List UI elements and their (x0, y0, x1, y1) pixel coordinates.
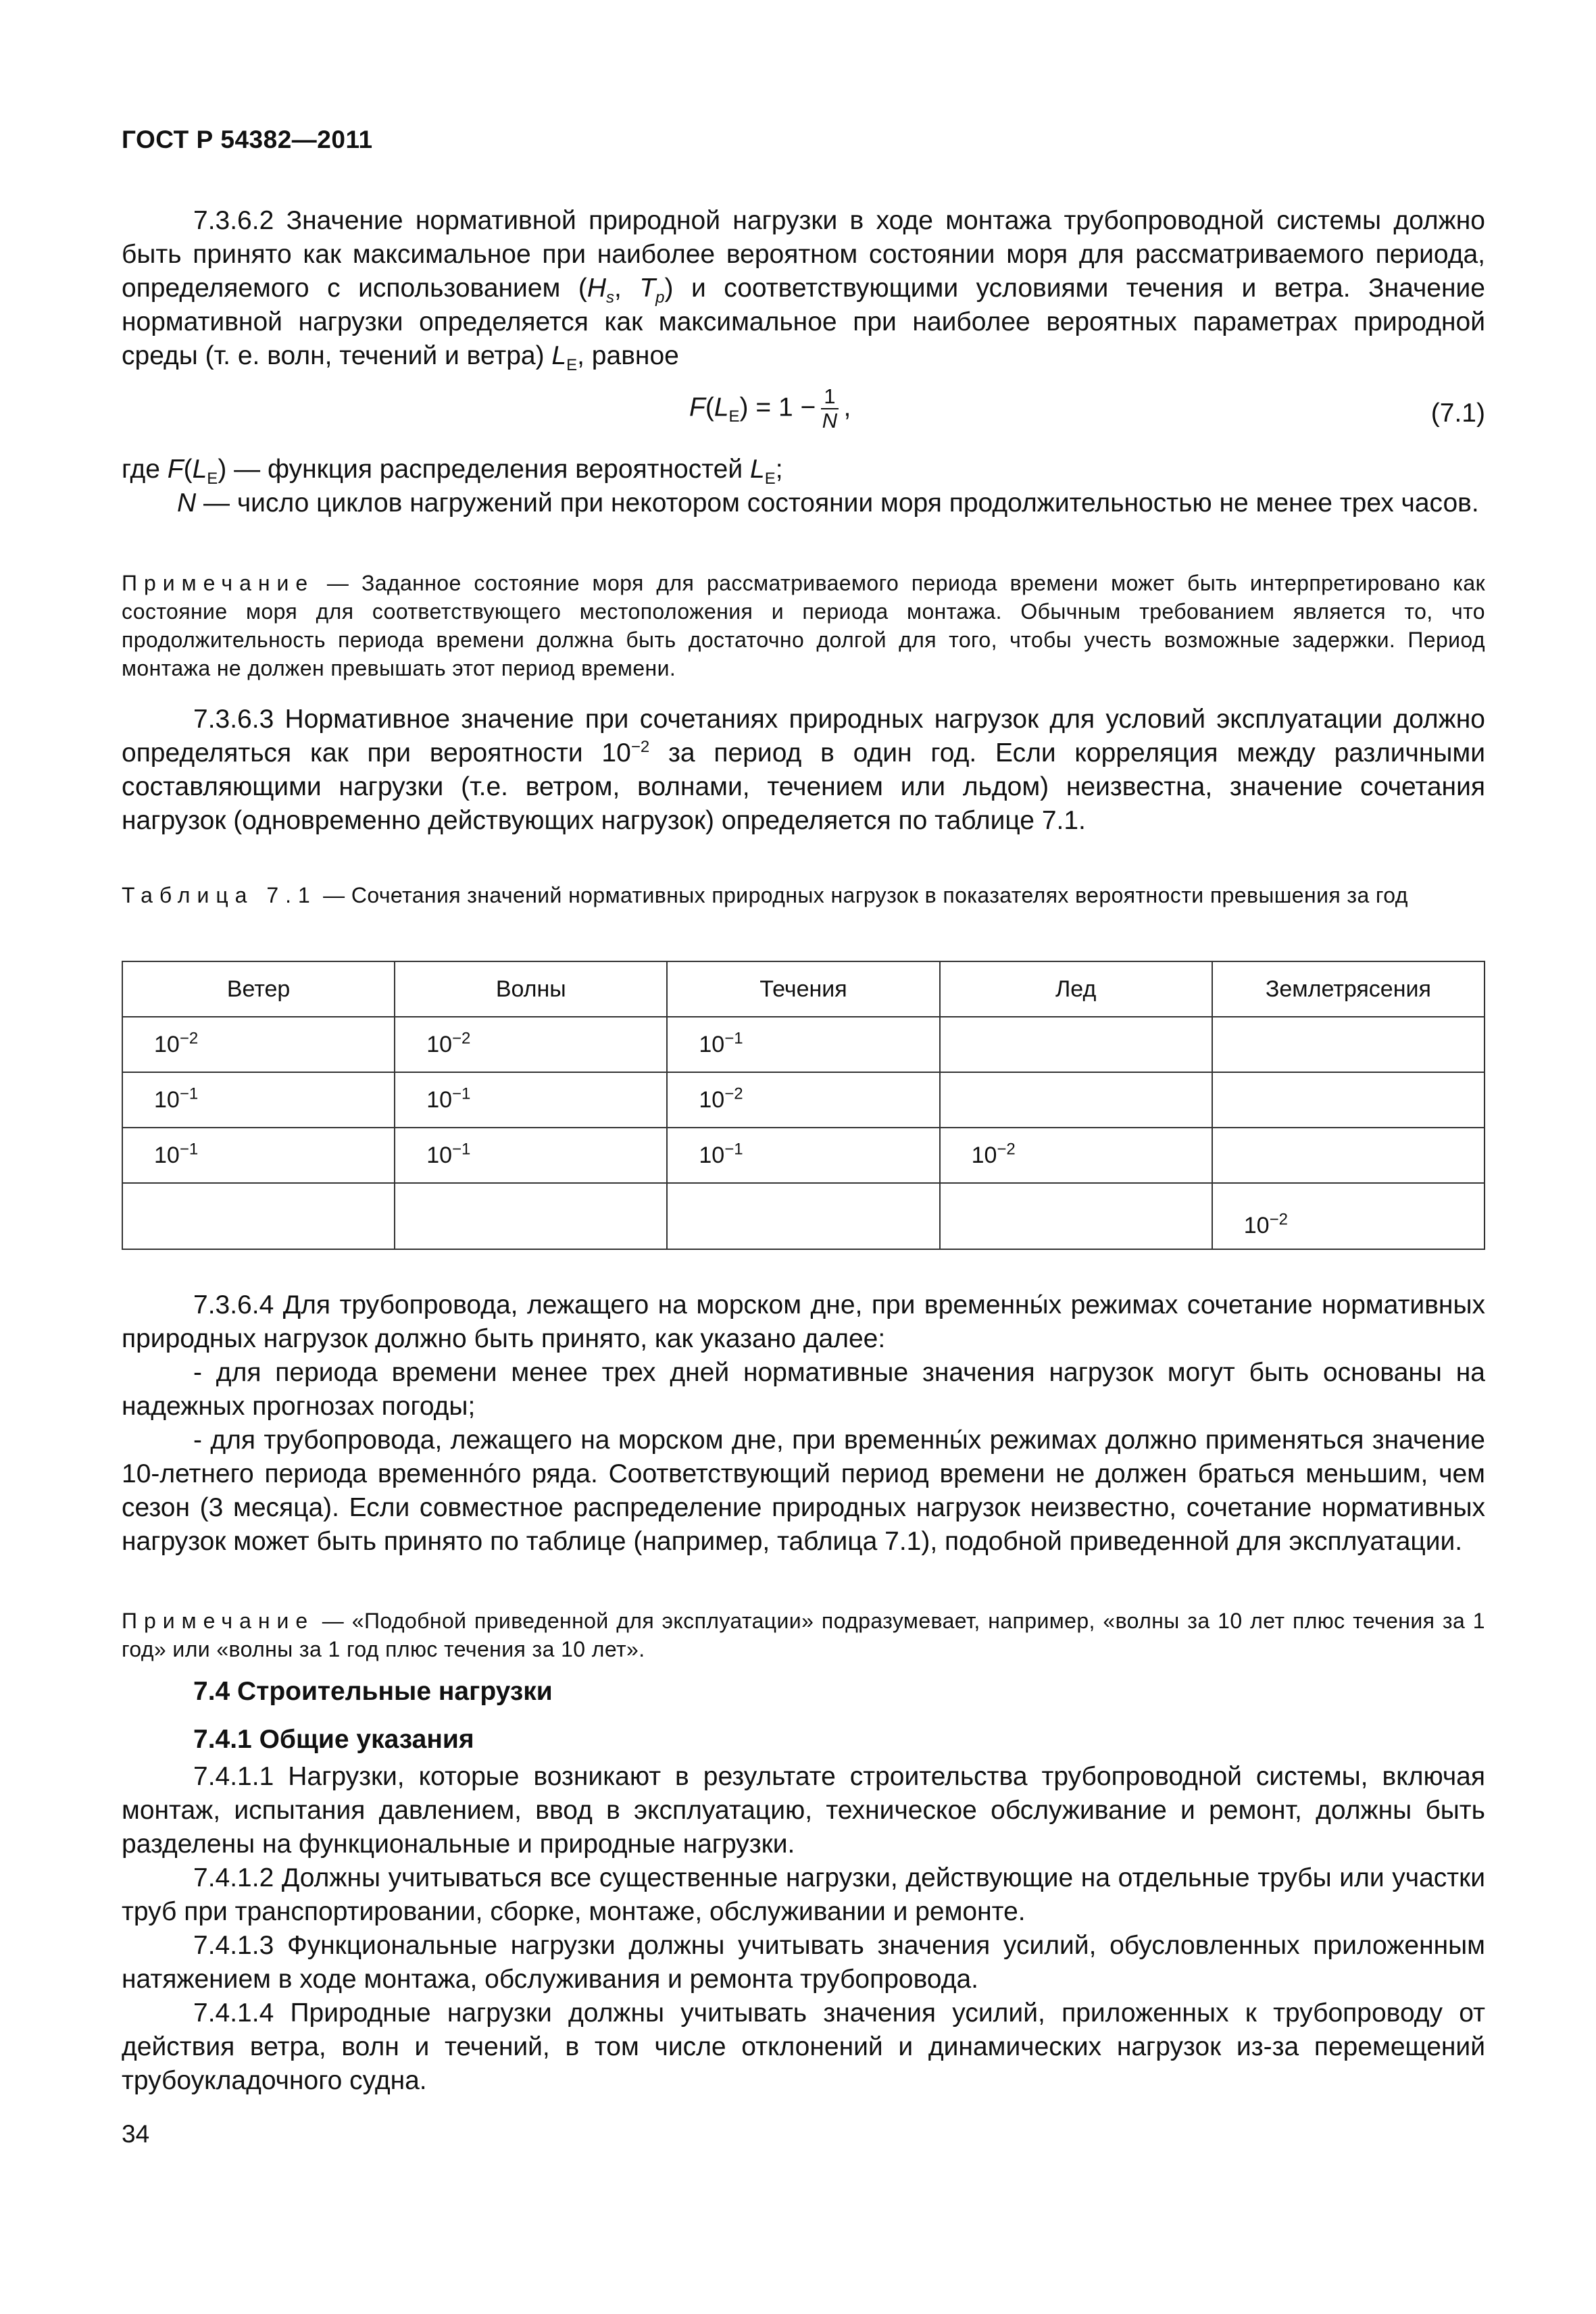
table-row (122, 1072, 1485, 1128)
table-header-cell: Ветер (122, 961, 395, 1017)
table-cell: $10^{-2}$ (940, 1128, 1212, 1183)
document-header: ГОСТ Р 54382—2011 (122, 126, 373, 153)
table-cell: $10^{-1}$ (395, 1128, 667, 1183)
formula-explanation (122, 453, 1485, 520)
paragraph-7-3-6-2: 7.3.6.2 Значение нормативной природной нагрузки в ходе монтажа трубопроводной системы должно быть принято как максимальное при наиболее вероятном состоянии моря для рассматриваемого периода, определяемого с использованием ($H_s$, $T_p$) и соответствующими условиями течения и ветра. Значение нормативной нагрузки определяется как максимальное при наиболее вероятных параметрах природной среды (т. е. волн, течений и ветра) $L_E$, равное (122, 206, 1485, 374)
bullet-short-period: - для периода времени менее трех дней нормативные значения нагрузок могут быть основаны на надежных прогнозах погоды; (122, 1358, 1485, 1421)
where-line-n: N — число циклов нагружений при некотором состоянии моря продолжительностью не менее трех часов. (177, 488, 1479, 518)
table-cell (940, 1183, 1212, 1249)
bullet-seabed-pipeline: - для трубопровода, лежащего на морском дне, при временны́х режимах должно применяться значение 10-летнего периода временно́го ряда. Соответствующий период времени не должен браться меньшим, чем сезон (3 месяца). Если совместное распределение природных нагрузок неизвестно, сочетание нормативных нагрузок может быть принято по таблице (например, таблица 7.1), подобной приведенной для эксплуатации. (122, 1426, 1485, 1556)
table-header-cell: Землетрясения (1212, 961, 1485, 1017)
table-cell: $10^{-2}$ (1212, 1183, 1485, 1249)
table-cell: $10^{-2}$ (122, 1017, 395, 1072)
table-cell: $10^{-2}$ (667, 1072, 939, 1128)
formula-7-1: $F(L_E) = 1$ − $\frac{1}{N}$ , (689, 384, 851, 432)
note-1: Примечание — Заданное состояние моря для рассматриваемого периода времени может быть интерпретировано как состояние моря для соответствующего местоположения и периода монтажа. Обычным требованием является то, что продолжительность периода времени должна быть достаточно долгой для того, чтобы учесть возможные задержки. Период монтажа не должен превышать этот период времени. (122, 571, 1485, 680)
section-heading-7-4: 7.4 Строительные нагрузки (193, 1677, 553, 1706)
table-row (122, 1128, 1485, 1183)
table-header-cell: Течения (667, 961, 939, 1017)
table-cell (395, 1183, 667, 1249)
table-cell (1212, 1128, 1485, 1183)
table-row (122, 1017, 1485, 1072)
table-cell (1212, 1017, 1485, 1072)
table-cell (940, 1072, 1212, 1128)
formula-fraction: $\frac{1}{N}$ (822, 384, 838, 432)
table-cell (667, 1183, 939, 1249)
note-2: Примечание — «Подобной приведенной для эксплуатации» подразумевает, например, «волны за 10 лет плюс течения за 1 год» или «волны за 1 год плюс течения за 10 лет». (122, 1609, 1485, 1661)
table-cell: $10^{-1}$ (667, 1128, 939, 1183)
table-cell: $10^{-2}$ (395, 1017, 667, 1072)
where-line-f: где $F(L_E)$ — функция распределения вероятностей $L_E$; (122, 455, 783, 488)
table-cell: $10^{-1}$ (667, 1017, 939, 1072)
table-header-cell: Волны (395, 961, 667, 1017)
table-cell (122, 1183, 395, 1249)
paragraph-7-4-1-2: 7.4.1.2 Должны учитываться все существенные нагрузки, действующие на отдельные трубы или участки труб при транспортировании, сборке, монтаже, обслуживании и ремонте. (122, 1863, 1485, 1926)
table-header-cell: Лед (940, 961, 1212, 1017)
paragraph-7-3-6-4: 7.3.6.4 Для трубопровода, лежащего на морском дне, при временны́х режимах сочетание нормативных природных нагрузок должно быть принято, как указано далее: (122, 1290, 1485, 1353)
table-caption: Таблица 7.1 — Сочетания значений нормативных природных нагрузок в показателях вероятности превышения за год (122, 883, 1408, 907)
formula-number: (7.1) (1430, 399, 1485, 428)
table-cell: $10^{-1}$ (122, 1072, 395, 1128)
table-cell (940, 1017, 1212, 1072)
load-combination-table (122, 961, 1485, 1250)
paragraph-7-4-1-3: 7.4.1.3 Функциональные нагрузки должны учитывать значения усилий, обусловленных приложенным натяжением в ходе монтажа, обслуживания и ремонта трубопровода. (122, 1931, 1485, 1994)
table-cell: $10^{-1}$ (395, 1072, 667, 1128)
paragraph-7-4-1-4: 7.4.1.4 Природные нагрузки должны учитывать значения усилий, приложенных к трубопроводу от действия ветра, волн и течений, в том числе отклонений и динамических нагрузок из-за перемещений трубоукладочного судна. (122, 1998, 1485, 2095)
table-cell: $10^{-1}$ (122, 1128, 395, 1183)
paragraph-7-4-1-1: 7.4.1.1 Нагрузки, которые возникают в результате строительства трубопроводной системы, включая монтаж, испытания давлением, ввод в эксплуатацию, техническое обслуживание и ремонт, должны быть разделены на функциональные и природные нагрузки. (122, 1762, 1485, 1859)
table-cell (1212, 1072, 1485, 1128)
page-number: 34 (122, 2120, 150, 2148)
section-heading-7-4-1: 7.4.1 Общие указания (193, 1725, 474, 1754)
table-header-row (122, 961, 1485, 1017)
table-row (122, 1183, 1485, 1249)
paragraph-7-3-6-3: 7.3.6.3 Нормативное значение при сочетаниях природных нагрузок для условий эксплуатации должно определяться как при вероятности $10^{-2}$ за период в один год. Если корреляция между различными составляющими нагрузки (т.е. ветром, волнами, течением или льдом) неизвестна, значение сочетания нагрузок (одновременно действующих нагрузок) определяется по таблице 7.1. (122, 705, 1485, 835)
